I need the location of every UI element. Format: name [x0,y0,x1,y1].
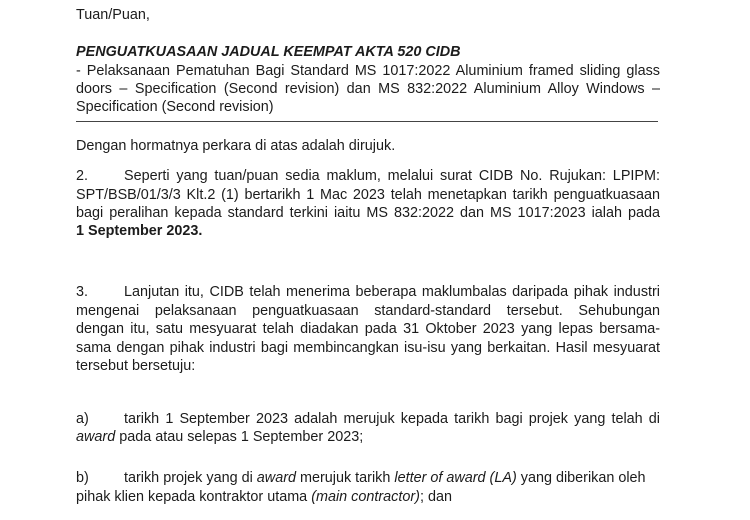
para2-number: 2. [76,168,89,184]
item-b-line-1 [124,470,646,487]
item-b-text-3: yang diberikan oleh [516,470,646,486]
item-b-line-2 [76,489,452,506]
para2-effective-date: 1 September 2023. [76,223,203,239]
para2-line-1: Seperti yang tuan/puan sedia maklum, melalui surat CIDB No. Rujukan: LPIPM: [124,168,660,184]
item-a-line-1: tarikh 1 September 2023 adalah merujuk kepada tarikh bagi projek yang telah di [124,411,660,427]
opening-sentence: Dengan hormatnya perkara di atas adalah dirujuk. [76,138,396,154]
subject-line-2: doors – Specification (Second revision) dan MS 832:2022 Aluminium Alloy Windows – [76,81,660,97]
para3-line-2: mengenai pelaksanaan penguatkuasaan standard-standard tersebut. Sehubungan [76,303,660,319]
para3-line-4: sama dengan pihak industri bagi membincangkan isu-isu yang berkaitan. Hasil mesyuarat [76,340,660,356]
item-a-line-2 [76,429,363,446]
para2-line-3: bagi peralihan kepada standard terkini iaitu MS 832:2022 dan MS 1017:2023 ialah pada [76,205,660,221]
item-a-award-term: award [76,429,116,445]
item-b-label: b) [76,470,89,486]
subject-title: PENGUATKUASAAN JADUAL KEEMPAT AKTA 520 CIDB [76,44,461,60]
item-b-letter-of-award: letter of award (LA) [394,470,517,486]
subject-divider [76,121,658,122]
subject-line-3: Specification (Second revision) [76,99,274,115]
item-b-text-1: tarikh projek yang di [124,470,257,486]
para3-line-3: dengan itu, satu mesyuarat telah diadakan pada 31 Oktober 2023 yang lepas bersama- [76,321,660,337]
item-b-text-4: pihak klien kepada kontraktor utama [76,489,312,505]
item-a-line-2-text: pada atau selepas 1 September 2023; [115,429,364,445]
item-b-main-contractor: (main contractor) [311,489,420,505]
para3-line-5: tersebut bersetuju: [76,358,196,374]
item-b-text-5: ; dan [419,489,452,505]
para2-line-2: SPT/BSB/01/3/3 Klt.2 (1) bertarikh 1 Mac 2023 telah menetapkan tarikh penguatkuasaan [76,187,660,203]
item-b-text-2: merujuk tarikh [296,470,395,486]
item-a-label: a) [76,411,89,427]
para3-line-1: Lanjutan itu, CIDB telah menerima beberapa maklumbalas daripada pihak industri [124,284,660,300]
para3-number: 3. [76,284,89,300]
item-b-award-term: award [256,470,296,486]
subject-line-1: - Pelaksanaan Pematuhan Bagi Standard MS 1017:2022 Aluminium framed sliding glass [76,63,660,79]
salutation: Tuan/Puan, [76,7,150,23]
